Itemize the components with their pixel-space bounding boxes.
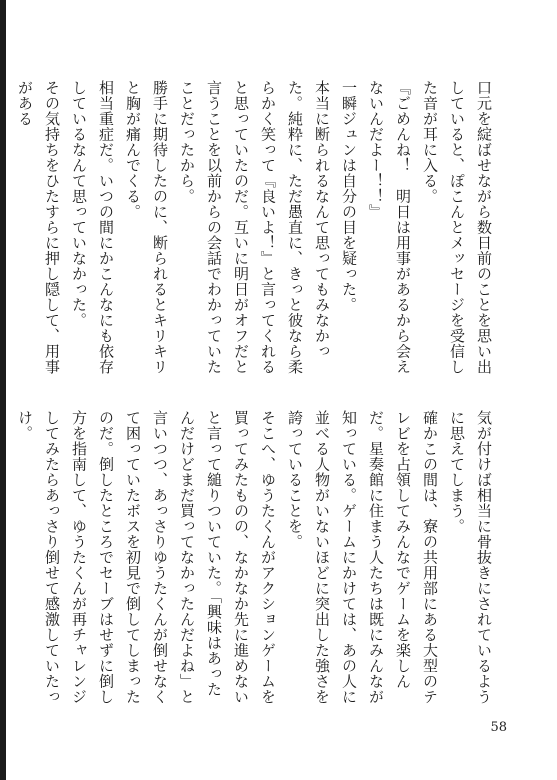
page-binding-edge	[0, 0, 6, 780]
page-number: 58	[490, 720, 507, 735]
upper-text-block: 口元を綻ばせながら数日前のことを思い出していると、ぽこんとメッセージを受信した音が耳に入る。 『ごめんね！ 明日は用事があるから会えないんだよー！！』 一瞬ジュンは自分の目を疑った。 本当に断られるなんて思ってもみなかった。純粋に、ただ愚直に、きっと彼なら柔らかく笑って『良いよ！』と言ってくれると思っていたのだ。互いに明日がオフだと言うことを以前からの会話でわかっていたことだったから。 勝手に期待したのに、断られるとキリキリと胸が痛んでくる。 相当重症だ。いつの間にかこんなにも依存しているなんて思っていなかった。 その気持ちをひたすらに押し隠して、用事がある	[16, 80, 493, 375]
lower-text-block: 気が付けば相当に骨抜きにされているように思えてしまう。 確かこの間は、寮の共用部にある大型のテレビを占領してみんなでゲームを楽しんだ。星奏館に住まう人たちは既にみんなが知っている。ゲームにかけては、あの人に並べる人物がいないほどに突出した強さを誇っていることを。 そこへ、ゆうたくんがアクションゲームを買ってみたものの、なかなか先に進めないと言って縋りついていた。「興味はあったんだけどまだ買ってなかったんだよね」と言いつつ、あっさりゆうたくんが倒せなくて困っていたボスを初見で倒してしまったのだ。倒したところでセーブはせずに倒し方を指南して、ゆうたくんが再チャレンジしてみたらあっさり倒せて感激していたっけ。	[16, 410, 493, 705]
